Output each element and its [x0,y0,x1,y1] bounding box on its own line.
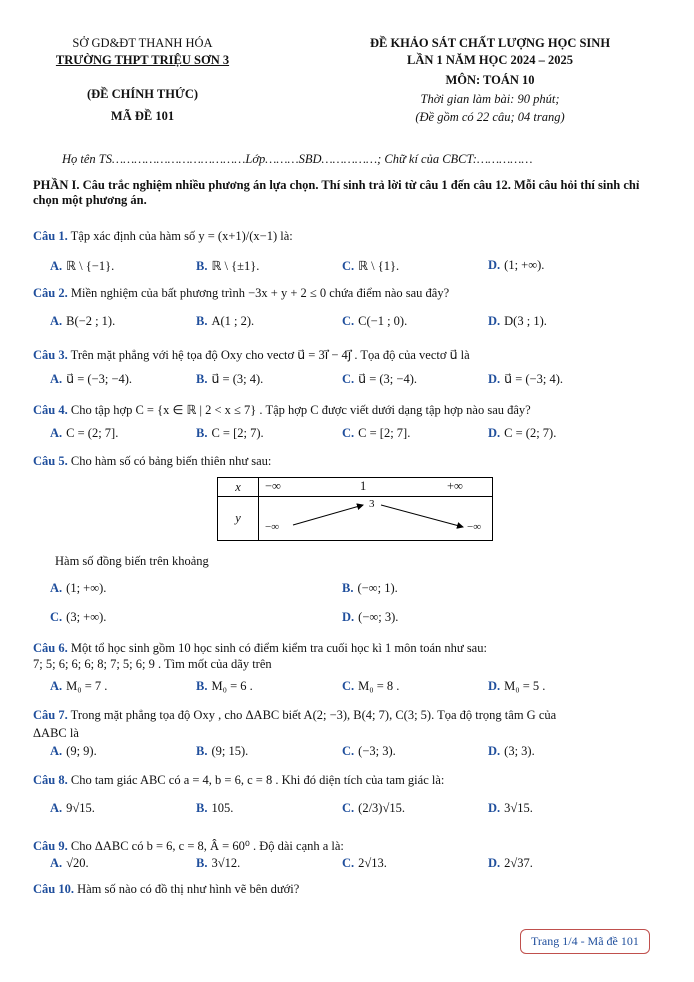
question-text: Hàm số nào có đồ thị như hình vẽ bên dưới? [77,882,300,896]
question-6-options [50,679,650,697]
option-a: A. 9√15. [50,801,95,815]
question-5-subtext: Hàm số đồng biến trên khoảng [55,554,209,568]
question-3 [33,347,661,363]
option-c: C. u⃗ = (3; −4). [342,372,417,386]
question-text: Cho hàm số có bảng biến thiên như sau: [70,454,272,468]
table-x-label: x [218,478,259,497]
option-c: C. (−3; 3). [342,744,396,758]
question-10 [33,882,661,897]
option-c: C. (3; +∞). [50,610,107,624]
variation-table [217,477,493,540]
question-label: Câu 10. [33,882,74,896]
question-label: Câu 5. [33,454,68,468]
option-c: C. 2√13. [342,856,387,870]
question-text: Cho ΔABC có b = 6, c = 8, Â = 60⁰ . Độ dài cạnh a là: [70,839,344,853]
question-2-options [50,314,650,332]
table-y-label: y [218,497,259,541]
option-c: C. C = [2; 7]. [342,426,411,440]
question-text: Trong mặt phẳng tọa độ Oxy , cho ΔABC biết A(2; −3), B(4; 7), C(3; 5). Tọa độ trọng tâm G của [70,708,557,722]
option-b: B. 105. [196,801,234,815]
option-b: B. (9; 15). [196,744,249,758]
question-2 [33,286,661,301]
option-a: A. √20. [50,856,89,870]
question-7-line2: ΔABC là [33,726,79,740]
option-c: C. ℝ \ {1}. [342,259,400,273]
option-a: A. (9; 9). [50,744,97,758]
option-a: A. M₀ = 7 . [50,679,108,693]
option-d: D. (3; 3). [488,744,535,758]
question-label: Câu 1. [33,229,68,243]
option-b: B. u⃗ = (3; 4). [196,372,264,386]
question-4 [33,402,661,418]
question-8-options [50,801,650,819]
question-7 [33,708,661,723]
option-a: A. B(−2 ; 1). [50,314,116,328]
question-label: Câu 6. [33,641,68,655]
question-text: Miền nghiệm của bất phương trình −3x + y + 2 ≤ 0 chứa điểm nào sau đây? [70,286,450,300]
option-b: B. A(1 ; 2). [196,314,255,328]
question-6 [33,641,661,656]
pages-info: (Đề gồm có 22 câu; 04 trang) [415,110,565,124]
question-6-line2: 7; 5; 6; 6; 6; 8; 7; 5; 6; 9 . Tìm mốt của dãy trên [33,657,272,671]
question-label: Câu 7. [33,708,68,722]
question-text: Cho tam giác ABC có a = 4, b = 6, c = 8 . Khi đó diện tích của tam giác là: [70,773,445,787]
question-label: Câu 3. [33,348,68,362]
question-7-options [50,744,650,762]
option-d: D. C = (2; 7). [488,426,557,440]
option-b: B. M₀ = 6 . [196,679,253,693]
option-b: B. (−∞; 1). [342,581,398,595]
question-text: Cho tập hợp C = {x ∈ ℝ | 2 < x ≤ 7} . Tập hợp C được viết dưới dạng tập hợp nào sau đây? [70,403,531,417]
question-8 [33,773,661,788]
y-value-top: 3 [369,498,375,510]
student-info-line: Họ tên TS………………………………Lớp………SBD……………; Chữ kí của CBCT:…………… [62,152,533,166]
question-1 [33,229,661,244]
x-value-left: −∞ [265,479,281,493]
option-d: D. u⃗ = (−3; 4). [488,372,563,386]
exam-round: LẦN 1 NĂM HỌC 2024 – 2025 [407,53,573,67]
question-9-options [50,856,650,874]
option-c: C. (2/3)√15. [342,801,405,815]
question-label: Câu 4. [33,403,68,417]
question-5 [33,454,661,469]
exam-title: ĐỀ KHẢO SÁT CHẤT LƯỢNG HỌC SINH [369,36,611,50]
option-c: C. M₀ = 8 . [342,679,400,693]
option-d: D. 3√15. [488,801,533,815]
increasing-arrow [293,505,363,525]
question-text: Trên mặt phẳng với hệ tọa độ Oxy cho vectơ u⃗ = 3i⃗ − 4j⃗ . Tọa độ của vectơ u⃗ là [70,348,470,362]
question-text: Tập xác định của hàm số y = (x+1)/(x−1) là: [70,229,293,243]
question-1-options [50,258,650,276]
school-name: TRƯỜNG THPT TRIỆU SƠN 3 [55,53,230,67]
question-5-options-row1 [50,581,650,599]
exam-code: MÃ ĐỀ 101 [110,109,175,123]
option-a: A. (1; +∞). [50,581,107,595]
x-value-right: +∞ [447,479,463,493]
page-footer: Trang 1/4 - Mã đề 101 [520,929,650,954]
question-label: Câu 2. [33,286,68,300]
decreasing-arrow [381,505,463,527]
option-d: D. (1; +∞). [488,258,545,272]
question-5-options-row2 [50,610,650,628]
y-value-left: −∞ [265,521,280,533]
subject: MÔN: TOÁN 10 [445,73,535,87]
official-label: (ĐỀ CHÍNH THỨC) [86,87,199,101]
exam-time: Thời gian làm bài: 90 phút; [420,92,560,106]
dept-name: SỞ GD&ĐT THANH HÓA [72,36,213,50]
y-value-right: −∞ [467,521,482,533]
option-d: D. D(3 ; 1). [488,314,547,328]
option-a: A. u⃗ = (−3; −4). [50,372,133,386]
option-b: B. 3√12. [196,856,241,870]
question-4-options [50,426,650,444]
option-a: A. ℝ \ {−1}. [50,259,115,273]
question-9 [33,838,661,854]
option-d: D. 2√37. [488,856,533,870]
question-label: Câu 8. [33,773,68,787]
question-3-options [50,371,650,389]
option-d: D. M₀ = 5 . [488,679,546,693]
question-label: Câu 9. [33,839,68,853]
option-d: D. (−∞; 3). [342,610,399,624]
option-b: B. ℝ \ {±1}. [196,259,260,273]
variation-arrows [259,497,495,541]
part1-intro: PHẦN I. Câu trắc nghiệm nhiều phương án lựa chọn. Thí sinh trả lời từ câu 1 đến câu 12. Mỗi câu hỏi thí sinh chỉ chọn một phương án. [33,178,640,207]
option-b: B. C = [2; 7). [196,426,264,440]
x-value-mid: 1 [360,479,367,493]
option-c: C. C(−1 ; 0). [342,314,408,328]
option-a: A. C = (2; 7]. [50,426,119,440]
question-text: Một tổ học sinh gồm 10 học sinh có điểm kiểm tra cuối học kì 1 môn toán như sau: [70,641,487,655]
